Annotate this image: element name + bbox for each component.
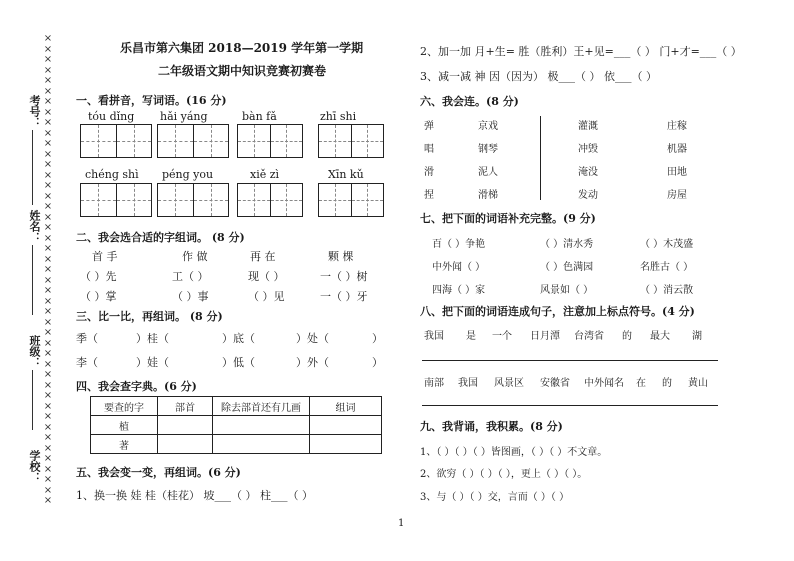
pinyin-1: tóu dǐng [88,110,135,123]
school-label: 学校： [28,450,41,483]
s3-item-5: ） [372,332,383,345]
s3-item-3: ）底（ [222,332,255,345]
table-char-2: 著 [91,435,158,454]
s6-right-a-2: 冲毁 [578,144,598,155]
s8-word: 的 [622,331,632,342]
s5-line-3: 3、减一减 神 因（因为） 极___（ ） 依___（ ） [420,70,657,83]
dictionary-table [90,396,382,454]
char-pair-1: 首 手 [92,250,118,263]
s8-word: 日月潭 [530,331,560,342]
s6-right-b-1: 庄稼 [667,121,687,132]
section7-heading: 七、把下面的词语补充完整。(9 分) [420,212,596,225]
s3-item-8: ）低（ [222,356,255,369]
s7-blank-5[interactable]: （ ）色满园 [540,262,594,273]
s7-blank-1[interactable]: 百（ ）争艳 [432,239,486,250]
s6-left-b-2: 钢琴 [478,144,498,155]
class-label: 班级： [28,335,41,368]
s7-blank-8[interactable]: 风景如（ ） [540,285,594,296]
table-char-1: 植 [91,416,158,435]
s2-blank-2[interactable]: 工（ ） [172,270,209,283]
s2-blank-7[interactable]: （ ）见 [248,290,285,303]
margin-cross-marks: ××××××××××××××××××××××××××××××××××××××××××××× [43,33,53,506]
char-grid-6[interactable] [157,183,229,217]
s2-blank-4[interactable]: 一（ ）树 [320,270,368,283]
col-header-char: 要查的字 [91,397,158,416]
pinyin-6: péng you [162,168,214,181]
s8-word: 我国 [458,378,478,389]
pinyin-7: xiě zì [250,168,280,181]
page-number: 1 [398,518,405,529]
section9-heading: 九、我背诵，我积累。(8 分) [420,420,563,433]
section2-heading: 二、我会选合适的字组词。 (8 分) [76,231,245,244]
table-cell-input[interactable] [213,416,310,435]
name-label: 姓名： [28,210,41,243]
s8-word: 南部 [424,378,444,389]
pinyin-5: chéng shì [85,168,139,181]
char-grid-2[interactable] [157,124,229,158]
s9-line-2[interactable]: 2、欲穷（ ）（ ）（ ），更上（ ）（ ）。 [420,469,588,480]
section1-heading: 一、看拼音，写词语。(16 分) [76,94,227,107]
s9-line-3[interactable]: 3、与（ ）（ ）交，言而（ ）（ ） [420,492,570,503]
s8-word: 黄山 [688,378,708,389]
section8-heading: 八、把下面的词语连成句子，注意加上标点符号。(4 分) [420,305,695,318]
s7-blank-4[interactable]: 中外闻（ ） [432,262,486,273]
table-cell-input[interactable] [310,416,382,435]
pinyin-4: zhī shi [320,110,357,123]
char-pair-3: 再 在 [250,250,276,263]
name-line [32,245,33,315]
pinyin-2: hǎi yáng [160,110,208,123]
s8-word: 台湾省 [574,331,604,342]
section4-heading: 四、我会查字典。(6 分) [76,380,197,393]
char-grid-4[interactable] [318,124,384,158]
s8-word: 安徽省 [540,378,570,389]
s3-item-4: ）处（ [296,332,329,345]
pinyin-8: Xīn kǔ [328,168,364,181]
s5-line-1: 1、换一换 娃 桂（桂花） 坡___（ ） 柱___（ ） [76,489,313,502]
exam-title: 乐昌市第六集团 2018—2019 学年第一学期 [120,41,364,55]
table-cell-input[interactable] [158,416,213,435]
s2-blank-5[interactable]: （ ）掌 [80,290,117,303]
table-cell-input[interactable] [158,435,213,454]
s8-word: 我国 [424,331,444,342]
char-grid-3[interactable] [237,124,303,158]
section6-heading: 六、我会连。(8 分) [420,95,519,108]
s6-left-b-3: 泥人 [478,167,498,178]
s8-word: 最大 [650,331,670,342]
s3-item-6: 李（ [76,356,98,369]
table-cell-input[interactable] [310,435,382,454]
col-header-strokes: 除去部首还有几画 [213,397,310,416]
class-line [32,370,33,430]
s7-blank-2[interactable]: （ ）清水秀 [540,239,594,250]
answer-line-1[interactable] [422,360,718,361]
s7-blank-3[interactable]: （ ）木茂盛 [640,239,694,250]
s6-left-a-2: 唱 [424,144,434,155]
s2-blank-1[interactable]: （ ）先 [80,270,117,283]
s7-blank-7[interactable]: 四海（ ）家 [432,285,486,296]
s8-word: 风景区 [494,378,524,389]
s6-right-b-3: 田地 [667,167,687,178]
s8-word: 的 [662,378,672,389]
exam-number-label: 考号： [28,95,41,128]
answer-line-2[interactable] [422,405,718,406]
s3-item-9: ）外（ [296,356,329,369]
s5-line-2: 2、加一加 月+生= 胜（胜利）王+见=___（ ） 门+才=___（ ） [420,45,742,58]
exam-number-line [32,130,33,205]
s8-word: 在 [636,378,646,389]
s8-word: 湖 [692,331,702,342]
col-header-words: 组词 [310,397,382,416]
s6-divider [540,116,541,200]
s9-line-1[interactable]: 1、（ ）（ ）（ ）皆图画，（ ）（ ）不文章。 [420,447,608,458]
s3-item-10: ） [372,356,383,369]
s6-left-a-3: 滑 [424,167,434,178]
s7-blank-6[interactable]: 名胜古（ ） [640,262,694,273]
char-grid-5[interactable] [80,183,152,217]
s6-left-a-4: 捏 [424,190,434,201]
s6-right-a-1: 灌溉 [578,121,598,132]
exam-subtitle: 二年级语文期中知识竞赛初赛卷 [158,64,327,78]
char-grid-8[interactable] [318,183,384,217]
char-grid-7[interactable] [237,183,303,217]
s3-item-7: ）娃（ [136,356,169,369]
s8-word: 中外闻名 [584,378,624,389]
section5-heading: 五、我会变一变，再组词。(6 分) [76,466,241,479]
char-pair-2: 作 做 [182,250,208,263]
s2-blank-6[interactable]: （ ）事 [172,290,209,303]
section3-heading: 三、比一比，再组词。 (8 分) [76,310,223,323]
s8-word: 一个 [492,331,512,342]
s6-right-a-3: 淹没 [578,167,598,178]
s2-blank-3[interactable]: 现（ ） [248,270,285,283]
s6-right-b-2: 机器 [667,144,687,155]
s6-right-b-4: 房屋 [667,190,687,201]
char-grid-1[interactable] [80,124,152,158]
s6-left-a-1: 弹 [424,121,434,132]
s6-right-a-4: 发动 [578,190,598,201]
s7-blank-9[interactable]: （ ）消云散 [640,285,694,296]
s3-item-1: 季（ [76,332,98,345]
table-cell-input[interactable] [213,435,310,454]
char-pair-4: 颗 棵 [328,250,354,263]
pinyin-3: bàn fǎ [242,110,277,123]
s6-left-b-1: 京戏 [478,121,498,132]
col-header-radical: 部首 [158,397,213,416]
s3-item-2: ）桂（ [136,332,169,345]
s2-blank-8[interactable]: 一（ ）牙 [320,290,368,303]
s6-left-b-4: 滑梯 [478,190,498,201]
s8-word: 是 [466,331,476,342]
